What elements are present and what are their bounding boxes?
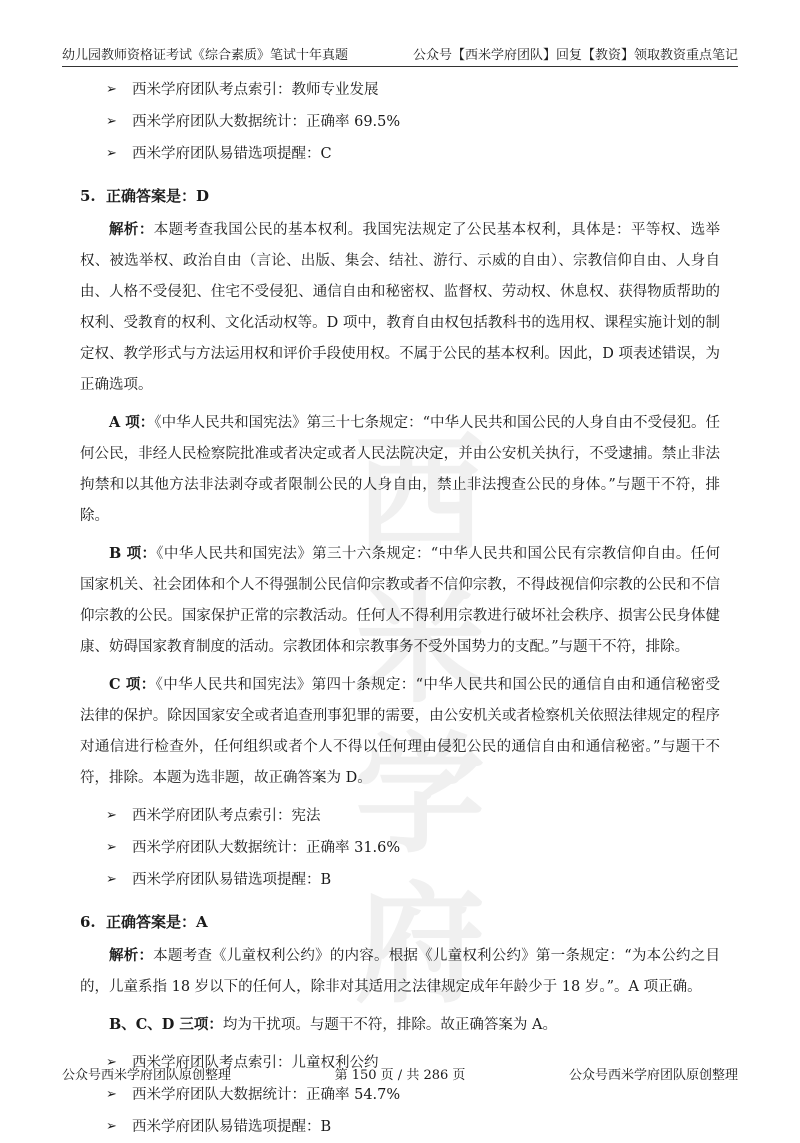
bullet-item (80, 1111, 720, 1143)
analysis-label: 解析： (109, 947, 154, 964)
bullet-item (80, 138, 720, 170)
arrow-bullet-icon: ➢ (106, 1055, 117, 1070)
q5-option-c (80, 669, 720, 794)
bullet-item (80, 74, 720, 106)
bullet-text: 西米学府团队易错选项提醒：C (132, 146, 332, 162)
analysis-label: 解析： (109, 221, 154, 238)
analysis-text: 本题考查我国公民的基本权利。我国宪法规定了公民基本权利，具体是：平等权、选举权、被选举权、政治自由（言论、出版、集会、结社、游行、示威的自由）、宗教信仰自由、人身自由、人格不受侵犯、住宅不受侵犯、通信自由和秘密权、监督权、劳动权、休息权、获得物质帮助的权利、受教育的权利、文化活动权等。D 项中，教育自由权包括教科书的选用权、课程实施计划的制定权、教学形式与方法运用权和评价手段使用权。不属于公民的基本权利。因此，D 项表述错误，为正确选项。 (80, 222, 721, 393)
question-number: 6. (80, 913, 96, 931)
arrow-bullet-icon: ➢ (106, 1087, 117, 1102)
bullet-text: 西米学府团队大数据统计：正确率 54.7% (132, 1087, 401, 1103)
page-number: 第 150 页 / 共 286 页 (334, 1068, 466, 1083)
bullet-text: 西米学府团队考点索引：儿童权利公约 (132, 1055, 379, 1071)
bullet-text: 西米学府团队易错选项提醒：B (132, 872, 332, 888)
bullet-item (80, 106, 720, 138)
option-text: 《中华人民共和国宪法》第三十六条规定：“中华人民共和国公民有宗教信仰自由。任何国家机关、社会团体和个人不得强制公民信仰宗教或者不信仰宗教，不得歧视信仰宗教的公民和不信仰宗教的公民。国家保护正常的宗教活动。任何人不得利用宗教进行破坏社会秩序、损害公民身体健康、妨碍国家教育制度的活动。宗教团体和宗教事务不受外国势力的支配。”与题干不符，排除。 (80, 546, 720, 655)
option-text: 《中华人民共和国宪法》第三十七条规定：“中华人民共和国公民的人身自由不受侵犯。任何公民，非经人民检察院批准或者决定或者人民法院决定，并由公安机关执行，不受逮捕。禁止非法拘禁和以其他方法非法剥夺或者限制公民的人身自由，禁止非法搜查公民的身体。”与题干不符，排除。 (80, 415, 720, 524)
option-label: B 项： (109, 545, 157, 562)
arrow-bullet-icon: ➢ (106, 146, 117, 161)
bullet-item (80, 800, 720, 832)
footer-left-note: 公众号西米学府团队原创整理 (62, 1068, 232, 1083)
answer-title: 正确答案是：D (106, 187, 210, 205)
option-label: B、C、D 三项： (109, 1016, 223, 1033)
arrow-bullet-icon: ➢ (106, 1119, 117, 1134)
q6-option-bcd (80, 1009, 720, 1041)
arrow-bullet-icon: ➢ (106, 82, 117, 97)
page-footer (62, 1064, 738, 1088)
footer-right-note: 公众号西米学府团队原创整理 (568, 1068, 738, 1083)
question-number: 5. (80, 187, 96, 205)
header-left-title: 幼儿园教师资格证考试《综合素质》笔试十年真题 (62, 48, 349, 63)
arrow-bullet-icon: ➢ (106, 808, 117, 823)
bullet-text: 西米学府团队大数据统计：正确率 31.6% (132, 840, 401, 856)
analysis-text: 本题考查《儿童权利公约》的内容。根据《儿童权利公约》第一条规定：“为本公约之目的，儿童系指 18 岁以下的任何人，除非对其适用之法律规定成年年龄少于 18 岁。”。A 项正确。 (80, 948, 720, 995)
q5-option-a (80, 407, 720, 532)
page-content (80, 74, 720, 1143)
arrow-bullet-icon: ➢ (106, 114, 117, 129)
bullet-text: 西米学府团队考点索引：宪法 (132, 808, 321, 824)
arrow-bullet-icon: ➢ (106, 872, 117, 887)
q6-analysis (80, 940, 720, 1003)
q5-analysis (80, 214, 720, 401)
answer-title: 正确答案是：A (106, 913, 208, 931)
option-text: 均为干扰项。与题干不符，排除。故正确答案为 A。 (222, 1017, 558, 1033)
header-right-note: 公众号【西米学府团队】回复【教资】领取教资重点笔记 (412, 48, 738, 63)
question-5-answer-title (80, 180, 720, 212)
option-label: A 项： (109, 414, 155, 431)
bullet-text: 西米学府团队易错选项提醒：B (132, 1119, 332, 1135)
bullet-text: 西米学府团队大数据统计：正确率 69.5% (132, 114, 401, 130)
bullet-item (80, 864, 720, 896)
bullet-item (80, 832, 720, 864)
bullet-text: 西米学府团队考点索引：教师专业发展 (132, 82, 379, 98)
page-header (62, 38, 738, 67)
q5-option-b (80, 538, 720, 663)
question-6-answer-title (80, 906, 720, 938)
watermark-logo: 西米 学府 (354, 419, 485, 1021)
option-label: C 项： (109, 676, 156, 693)
option-text: 《中华人民共和国宪法》第四十条规定：“中华人民共和国公民的通信自由和通信秘密受法律的保护。除因国家安全或者追查刑事犯罪的需要，由公安机关或者检察机关依照法律规定的程序对通信进行检查外，任何组织或者个人不得以任何理由侵犯公民的通信自由和通信秘密。”与题干不符，排除。本题为选非题，故正确答案为 D。 (80, 677, 720, 786)
arrow-bullet-icon: ➢ (106, 840, 117, 855)
